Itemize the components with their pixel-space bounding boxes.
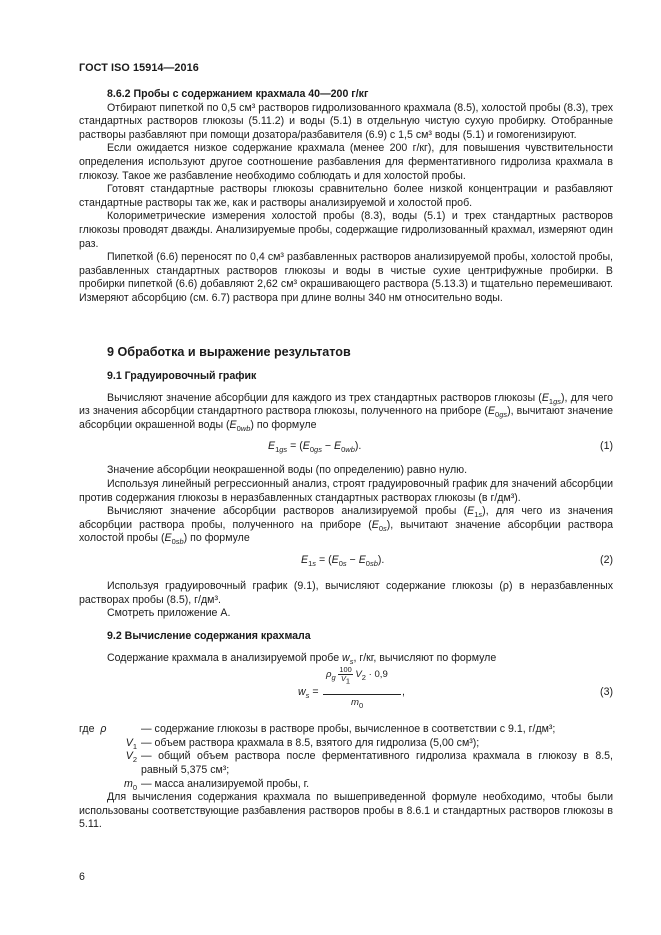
section-9 bbox=[79, 346, 613, 360]
formula-2 bbox=[79, 554, 613, 570]
paragraph: Смотреть приложение А. bbox=[107, 607, 231, 620]
formula-2-number: (2) bbox=[600, 553, 613, 566]
paragraph: Пипеткой (6.6) переносят по 0,4 см³ разбавленных растворов анализируемой пробы, холостой пробы, разбавленных стандартных растворов глюкозы и воды в чистые сухие центрифужные пробирки. В пробирки пипеткой (6.6) добавляют 2,62 см³ окрашивающего раствора (5.13.3) и тщательно перемешивают. Измеряют абсорбцию (см. 6.7) раствора при длине волны 340 нм относительно воды. bbox=[79, 251, 613, 304]
paragraph: Отбирают пипеткой по 0,5 см³ растворов гидролизованного крахмала (8.5), холостой пробы (8.3), трех стандартных растворов глюкозы (5.11.2) и воды (5.1) в отдельную чистую сухую пробирку. Отобранные растворы разбавляют при помощи дозатора/разбавителя (6.9) с 1,5 см³ воды (5.1) и гомогенизируют. bbox=[79, 101, 613, 141]
paragraph: Значение абсорбции неокрашенной воды (по определению) равно нулю. bbox=[107, 464, 468, 477]
variables-legend bbox=[79, 723, 613, 791]
formula-1-number: (1) bbox=[600, 440, 613, 453]
formula-2-expression: $E_{1s} = (E_{0s} - E_{0sb})$. bbox=[301, 553, 385, 569]
heading-9-1: 9.1 Градуировочный график bbox=[107, 370, 257, 382]
section-9-2 bbox=[79, 630, 613, 832]
heading-9: 9 Обработка и выражение результатов bbox=[107, 345, 351, 359]
legend-item: где ρ — содержание глюкозы в растворе пробы, вычисленное в соответствии с 9.1, г/дм³; bbox=[79, 723, 556, 736]
paragraph: Готовят стандартные растворы глюкозы сравнительно более низкой концентрации и разбавляют стандартные растворы так же, как и растворы анализируемой и холостой проб. bbox=[79, 183, 613, 209]
page-number: 6 bbox=[79, 871, 85, 883]
section-8-6-2 bbox=[79, 88, 613, 306]
formula-3-number: (3) bbox=[600, 686, 613, 699]
heading-8-6-2: 8.6.2 Пробы с содержанием крахмала 40—200 г/кг bbox=[107, 88, 369, 100]
paragraph: Колориметрические измерения холостой пробы (8.3), воды (5.1) и трех стандартных растворов глюкозы проводят дважды. Анализируемые пробы, содержащие гидролизованный крахмал, измеряют один раз. bbox=[79, 210, 613, 250]
formula-1-expression: $E_{1gs} = (E_{0gs} - E_{0wb})$. bbox=[268, 440, 362, 455]
document-header: ГОСТ ISO 15914—2016 bbox=[79, 62, 199, 74]
formula-3-fraction-bar bbox=[323, 694, 401, 695]
legend-item: $V_1$ — объем раствора крахмала в 8.5, взятого для гидролиза (5,00 см³); bbox=[125, 736, 480, 751]
section-9-1 bbox=[79, 370, 613, 621]
paragraph: Содержание крахмала в анализируемой пробе $w_s$, г/кг, вычисляют по формуле bbox=[107, 651, 497, 666]
paragraph: Используя линейный регрессионный анализ, строят градуировочный график для значений абсорбции против содержания глюкозы в неразбавленных стандартных растворах глюкозы (в г/дм³). bbox=[79, 477, 613, 504]
formula-3: $w_s$ = $\rho_g$ $\frac{100}{V_1}$ $V_2 \cdot 0,9$ $m_0$ , (3) bbox=[298, 665, 613, 711]
legend-item: $m_0$ — масса анализируемой пробы, г. bbox=[124, 777, 310, 792]
formula-1 bbox=[79, 440, 613, 456]
paragraph: Вычисляют значение абсорбции для каждого из трех стандартных растворов глюкозы $(E_{1gs})$, для чего из значения абсорбции стандартного раствора глюкозы, полученного на приборе $(E_{0gs})$, вычитают значение абсорбции окрашенной воды $(E_{0wb})$ по формуле bbox=[79, 391, 613, 433]
formula-3-lhs: $w_s$ = bbox=[298, 686, 319, 701]
paragraph: Используя градуировочный график (9.1), вычисляют содержание глюкозы (ρ) в неразбавленных растворах пробы (8.5), г/дм³. bbox=[79, 579, 613, 606]
legend-item: $V_2$ — общий объем раствора после ферментативного гидролиза крахмала в глюкозу в 8.5, равный 5,375 см³; bbox=[125, 750, 613, 776]
paragraph: Вычисляют значение абсорбции растворов анализируемой пробы $(E_{1s})$, для чего из значения абсорбции раствора пробы, полученного на приборе $(E_{0s})$, вычитают значение абсорбции раствора холостой пробы $(E_{0sb})$ по формуле bbox=[79, 505, 613, 547]
heading-9-2: 9.2 Вычисление содержания крахмала bbox=[107, 630, 311, 642]
paragraph: Для вычисления содержания крахмала по вышеприведенной формуле необходимо, чтобы были использованы соответствующие разбавления растворов пробы в 8.6.1 и стандартных растворов глюкозы в 5.11. bbox=[79, 791, 613, 831]
formula-3-numerator: $\rho_g$ $\frac{100}{V_1}$ $V_2 \cdot 0,9$ bbox=[326, 665, 388, 686]
formula-3-denominator: $m_0$ bbox=[351, 697, 364, 711]
paragraph: Если ожидается низкое содержание крахмала (менее 200 г/кг), для повышения чувствительности определения используют другое соотношение разбавления для ферментативного гидролиза крахмала в глюкозу. Такое же разбавление необходимо соблюдать и для холостой пробы. bbox=[79, 142, 613, 182]
